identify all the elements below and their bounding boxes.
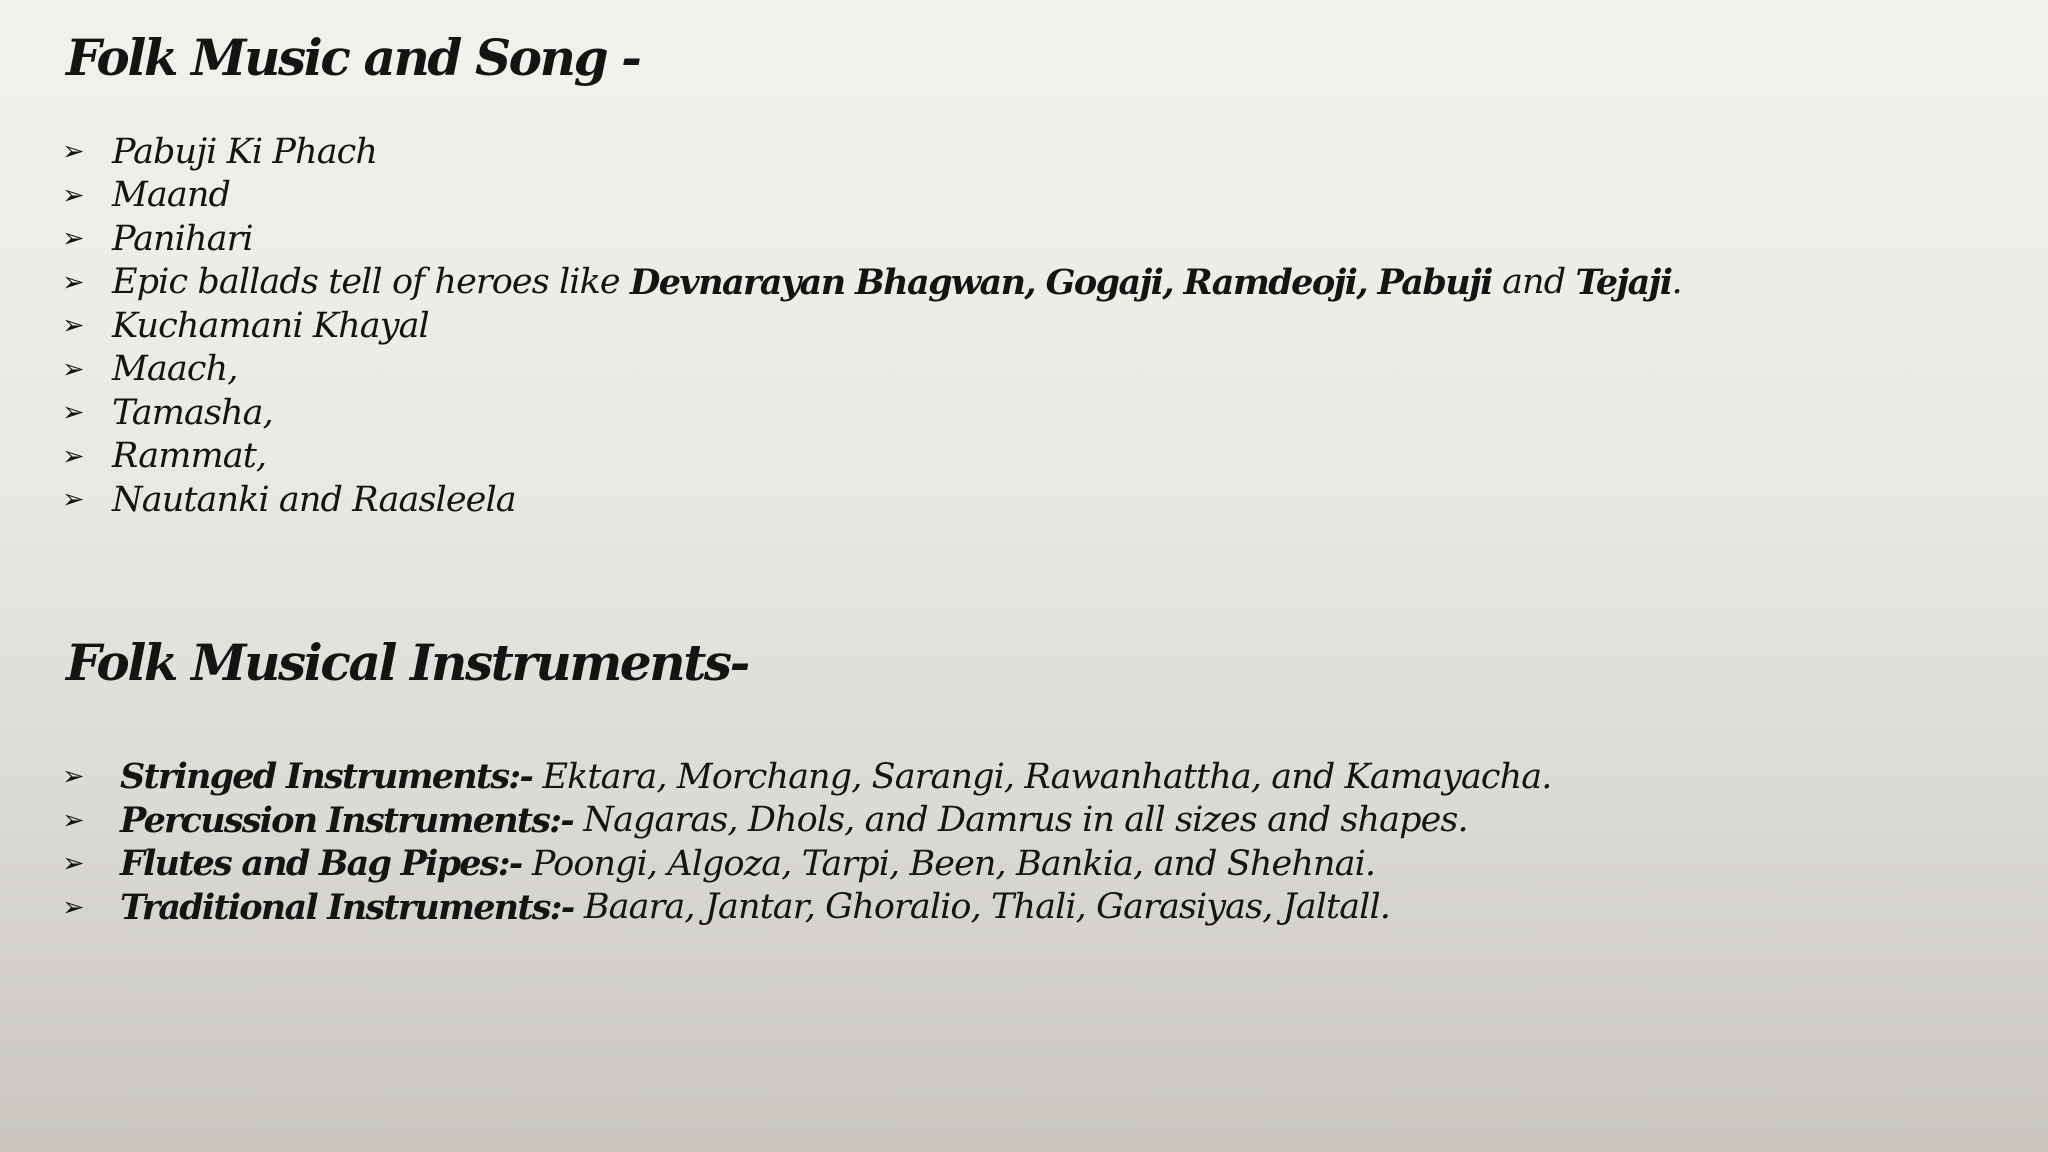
list-item-epic-ballads [62, 261, 1682, 305]
list-item-text: Kuchamani Khayal [112, 305, 429, 346]
arrowhead-bullet-icon: ➢ [62, 353, 84, 385]
list-item [62, 130, 1682, 174]
arrowhead-bullet-icon: ➢ [62, 891, 84, 923]
list-item-text: Nautanki and Raasleela [112, 479, 516, 520]
arrowhead-bullet-icon: ➢ [62, 223, 84, 255]
arrowhead-bullet-icon: ➢ [62, 440, 84, 472]
arrowhead-bullet-icon: ➢ [62, 310, 84, 342]
category-separator: :- [497, 843, 532, 885]
list-item [62, 755, 1551, 799]
epic-heroes: Devnarayan Bhagwan, Gogaji, Ramdeoji, Pabuji [629, 261, 1492, 303]
instrument-list-text: Poongi, Algoza, Tarpi, Been, Bankia, and Shehnai. [531, 843, 1376, 884]
list-item-text: Rammat, [112, 436, 267, 477]
list-item [62, 799, 1551, 843]
arrowhead-bullet-icon: ➢ [62, 848, 84, 880]
list-item [62, 478, 1682, 522]
arrowhead-bullet-icon: ➢ [62, 804, 84, 836]
list-item [62, 217, 1682, 261]
list-item [62, 842, 1551, 886]
category-separator: :- [508, 756, 543, 798]
list-item-text: Panihari [112, 218, 253, 259]
list-item [62, 391, 1682, 435]
instrument-list-text: Nagaras, Dhols, and Damrus in all sizes and shapes. [583, 800, 1468, 841]
arrowhead-bullet-icon: ➢ [62, 266, 84, 298]
epic-prefix: Epic ballads tell of heroes like [112, 262, 630, 303]
arrowhead-bullet-icon: ➢ [62, 397, 84, 429]
epic-last-hero: Tejaji [1575, 261, 1672, 303]
list-item-text: Maand [112, 175, 231, 216]
folk-instruments-heading: Folk Musical Instruments- [66, 633, 748, 692]
folk-instruments-list [62, 755, 1551, 929]
instrument-category: Traditional Instruments [120, 886, 550, 928]
folk-music-list [62, 130, 1682, 522]
list-item [62, 435, 1682, 479]
folk-music-heading: Folk Music and Song - [66, 28, 640, 87]
arrowhead-bullet-icon: ➢ [62, 484, 84, 516]
epic-and: and [1491, 262, 1576, 303]
list-item [62, 174, 1682, 218]
category-separator: :- [549, 886, 584, 928]
list-item-text: Tamasha, [112, 392, 273, 433]
arrowhead-bullet-icon: ➢ [62, 136, 84, 168]
epic-end: . [1671, 262, 1682, 303]
arrowhead-bullet-icon: ➢ [62, 179, 84, 211]
instrument-category: Stringed Instruments [120, 756, 509, 798]
arrowhead-bullet-icon: ➢ [62, 761, 84, 793]
list-item-text: Pabuji Ki Phach [112, 131, 378, 172]
instrument-list-text: Baara, Jantar, Ghoralio, Thali, Garasiyas, Jaltall. [583, 887, 1390, 928]
instrument-list-text: Ektara, Morchang, Sarangi, Rawanhattha, and Kamayacha. [542, 756, 1552, 797]
instrument-category: Percussion Instruments [120, 799, 550, 841]
list-item [62, 348, 1682, 392]
list-item-text: Maach, [112, 349, 238, 390]
category-separator: :- [549, 799, 584, 841]
list-item [62, 304, 1682, 348]
list-item [62, 886, 1551, 930]
instrument-category: Flutes and Bag Pipes [120, 843, 498, 885]
